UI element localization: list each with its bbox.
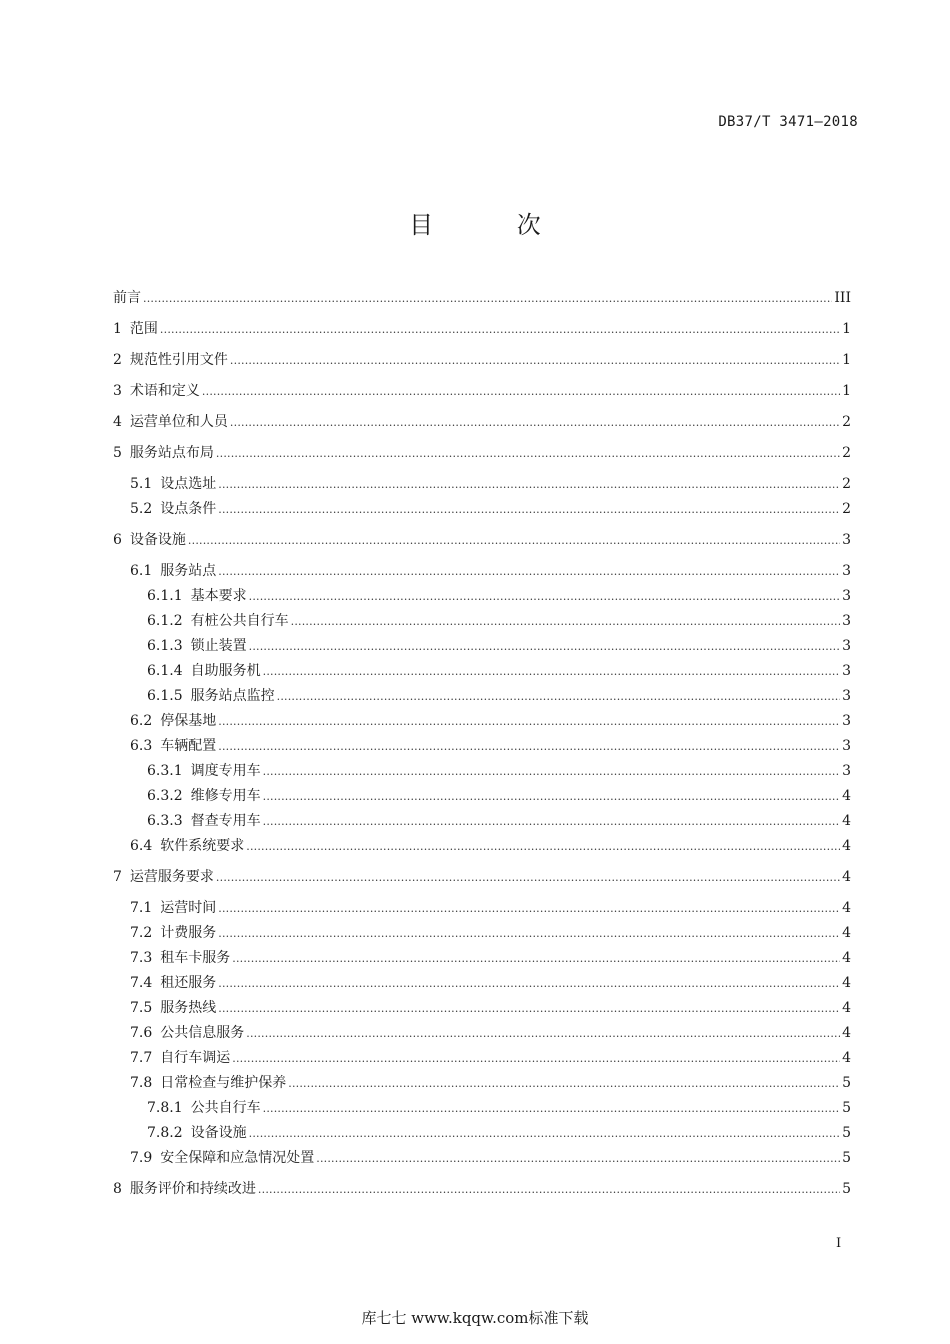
toc-leader-dots <box>246 1023 840 1044</box>
toc-entry[interactable] <box>147 586 851 606</box>
toc-leader-dots <box>218 736 840 757</box>
page-number: I <box>836 1236 842 1251</box>
toc-entry-number: 8 <box>113 1181 122 1197</box>
toc-entry-number: 7.3 <box>130 950 153 966</box>
toc-leader-dots <box>263 811 840 832</box>
toc-entry-number: 7.7 <box>130 1050 153 1066</box>
toc-entry-page: 3 <box>842 588 851 604</box>
toc-entry[interactable] <box>147 611 851 631</box>
toc-entry-page: 4 <box>842 1025 851 1041</box>
toc-entry-page: 2 <box>842 445 851 461</box>
toc-entry[interactable] <box>113 412 851 432</box>
toc-entry-page: 3 <box>842 532 851 548</box>
toc-entry-number: 5.2 <box>130 501 153 517</box>
toc-entry-page: 4 <box>842 838 851 854</box>
toc-entry[interactable] <box>113 350 851 370</box>
toc-entry[interactable] <box>113 288 851 308</box>
toc-entry-title: 设点条件 <box>160 501 217 517</box>
toc-entry[interactable] <box>147 761 851 781</box>
toc-entry-number: 7.8 <box>130 1075 153 1091</box>
toc-entry[interactable] <box>113 1179 851 1199</box>
toc-entry-page: 4 <box>842 900 851 916</box>
toc-entry[interactable] <box>130 1073 851 1093</box>
toc-entry-title: 术语和定义 <box>129 383 200 399</box>
toc-entry-title: 自行车调运 <box>160 1050 231 1066</box>
toc-entry-title: 计费服务 <box>160 925 217 941</box>
toc-entry-page: 4 <box>842 869 851 885</box>
toc-entry[interactable] <box>130 948 851 968</box>
toc-entry-page: 5 <box>842 1181 851 1197</box>
toc-entry[interactable] <box>113 381 851 401</box>
toc-entry[interactable] <box>147 786 851 806</box>
toc-entry-title: 前言 <box>113 290 141 306</box>
toc-leader-dots <box>230 412 840 433</box>
toc-leader-dots <box>249 636 840 657</box>
toc-leader-dots <box>218 561 840 582</box>
toc-entry-page: 4 <box>842 1000 851 1016</box>
toc-entry[interactable] <box>130 499 851 519</box>
toc-entry-page: 4 <box>842 1050 851 1066</box>
toc-entry-title: 设点选址 <box>160 476 217 492</box>
toc-leader-dots <box>288 1073 840 1094</box>
toc-leader-dots <box>263 761 840 782</box>
toc-entry-number: 5.1 <box>130 476 153 492</box>
toc-entry-number: 5 <box>113 445 122 461</box>
toc-entry-title: 自助服务机 <box>190 663 261 679</box>
toc-entry-number: 4 <box>113 414 122 430</box>
toc-entry-number: 2 <box>113 352 122 368</box>
toc-entry-number: 6.1.1 <box>147 588 183 604</box>
toc-entry-title: 租还服务 <box>160 975 217 991</box>
toc-entry-title: 公共自行车 <box>190 1100 261 1116</box>
toc-entry-title: 设备设施 <box>129 532 186 548</box>
toc-entry-title: 督查专用车 <box>190 813 261 829</box>
toc-leader-dots <box>232 1048 840 1069</box>
toc-leader-dots <box>218 711 840 732</box>
toc-entry-title: 服务站点 <box>160 563 217 579</box>
toc-entry-page: 5 <box>842 1150 851 1166</box>
toc-entry-title: 停保基地 <box>160 713 217 729</box>
toc-entry-title: 基本要求 <box>190 588 247 604</box>
toc-leader-dots <box>263 1098 840 1119</box>
toc-entry-page: 4 <box>842 950 851 966</box>
toc-leader-dots <box>291 611 840 632</box>
toc-entry-title: 服务热线 <box>160 1000 217 1016</box>
toc-entry[interactable] <box>130 736 851 756</box>
toc-entry[interactable] <box>130 1048 851 1068</box>
toc-entry[interactable] <box>130 998 851 1018</box>
toc-entry-title: 服务站点布局 <box>129 445 214 461</box>
toc-entry-number: 6.1 <box>130 563 153 579</box>
toc-entry[interactable] <box>113 530 851 550</box>
toc-entry[interactable] <box>147 1123 851 1143</box>
toc-entry-number: 6.1.3 <box>147 638 183 654</box>
toc-leader-dots <box>218 499 840 520</box>
toc-leader-dots <box>160 319 840 340</box>
toc-entry-page: 4 <box>842 788 851 804</box>
toc-entry[interactable] <box>147 1098 851 1118</box>
toc-entry[interactable] <box>130 836 851 856</box>
toc-leader-dots <box>218 973 840 994</box>
toc-entry-page: 5 <box>842 1100 851 1116</box>
toc-entry-page: 4 <box>842 925 851 941</box>
toc-entry[interactable] <box>113 867 851 887</box>
toc-entry-title: 运营单位和人员 <box>129 414 228 430</box>
toc-leader-dots <box>218 474 840 495</box>
toc-entry-title: 日常检查与维护保养 <box>160 1075 287 1091</box>
toc-leader-dots <box>202 381 840 402</box>
toc-leader-dots <box>249 586 840 607</box>
toc-entry-page: 3 <box>842 613 851 629</box>
toc-entry-number: 7 <box>113 869 122 885</box>
toc-entry-title: 车辆配置 <box>160 738 217 754</box>
toc-entry-page: 3 <box>842 638 851 654</box>
toc-entry-number: 1 <box>113 321 122 337</box>
toc-entry[interactable] <box>147 661 851 681</box>
toc-entry-title: 有桩公共自行车 <box>190 613 289 629</box>
toc-entry[interactable] <box>130 973 851 993</box>
toc-entry[interactable] <box>147 811 851 831</box>
toc-entry-page: 4 <box>842 975 851 991</box>
toc-entry[interactable] <box>130 1023 851 1043</box>
toc-entry-number: 7.2 <box>130 925 153 941</box>
toc-leader-dots <box>188 530 840 551</box>
toc-entry-page: 3 <box>842 663 851 679</box>
toc-entry-page: 5 <box>842 1075 851 1091</box>
toc-leader-dots <box>277 686 840 707</box>
toc-entry-title: 安全保障和应急情况处置 <box>160 1150 315 1166</box>
toc-entry-number: 7.9 <box>130 1150 153 1166</box>
toc-entry-page: 1 <box>842 321 851 337</box>
toc-entry-number: 7.1 <box>130 900 153 916</box>
toc-entry[interactable] <box>130 923 851 943</box>
toc-entry-number: 6 <box>113 532 122 548</box>
toc-entry-number: 6.3.3 <box>147 813 183 829</box>
toc-entry-number: 6.1.2 <box>147 613 183 629</box>
toc-entry-page: 2 <box>842 476 851 492</box>
toc-entry[interactable] <box>113 319 851 339</box>
toc-entry-page: 3 <box>842 763 851 779</box>
toc-entry-number: 7.8.2 <box>147 1125 183 1141</box>
toc-entry-page: 5 <box>842 1125 851 1141</box>
toc-leader-dots <box>263 786 840 807</box>
toc-leader-dots <box>216 443 840 464</box>
toc-entry-page: 1 <box>842 383 851 399</box>
toc-entry-title: 服务站点监控 <box>190 688 275 704</box>
toc-leader-dots <box>316 1148 840 1169</box>
toc-entry-title: 服务评价和持续改进 <box>129 1181 256 1197</box>
toc-leader-dots <box>232 948 840 969</box>
toc-entry-number: 6.2 <box>130 713 153 729</box>
toc-entry-title: 维修专用车 <box>190 788 261 804</box>
toc-entry-number: 6.1.4 <box>147 663 183 679</box>
toc-entry-page: 3 <box>842 738 851 754</box>
toc-entry[interactable] <box>130 561 851 581</box>
toc-entry-title: 调度专用车 <box>190 763 261 779</box>
toc-entry[interactable] <box>130 1148 851 1168</box>
toc-entry[interactable] <box>130 711 851 731</box>
toc-entry-title: 运营服务要求 <box>129 869 214 885</box>
toc-leader-dots <box>246 836 840 857</box>
toc-leader-dots <box>230 350 840 371</box>
toc-leader-dots <box>249 1123 840 1144</box>
toc-entry-number: 7.8.1 <box>147 1100 183 1116</box>
toc-entry-title: 运营时间 <box>160 900 217 916</box>
toc-leader-dots <box>263 661 840 682</box>
toc-leader-dots <box>216 867 840 888</box>
toc-entry-page: III <box>834 290 851 306</box>
toc-entry-title: 租车卡服务 <box>160 950 231 966</box>
toc-entry-number: 7.5 <box>130 1000 153 1016</box>
toc-entry-page: 2 <box>842 501 851 517</box>
toc-entry-title: 设备设施 <box>190 1125 247 1141</box>
toc-entry-title: 公共信息服务 <box>160 1025 245 1041</box>
footer-watermark: 库七七 www.kqqw.com标准下载 <box>361 1309 589 1327</box>
toc-entry-title: 软件系统要求 <box>160 838 245 854</box>
toc-entry-page: 3 <box>842 563 851 579</box>
toc-entry-title: 锁止装置 <box>190 638 247 654</box>
toc-entry-number: 7.4 <box>130 975 153 991</box>
toc-leader-dots <box>258 1179 840 1200</box>
toc-entry-page: 1 <box>842 352 851 368</box>
page-title: 目 次 <box>409 211 579 239</box>
toc-leader-dots <box>218 898 840 919</box>
toc-entry-page: 2 <box>842 414 851 430</box>
toc-entry-number: 7.6 <box>130 1025 153 1041</box>
toc-entry[interactable] <box>147 686 851 706</box>
toc-leader-dots <box>218 923 840 944</box>
toc-entry-number: 6.3.2 <box>147 788 183 804</box>
toc-entry-page: 3 <box>842 713 851 729</box>
doc-code: DB37/T 3471—2018 <box>718 114 858 130</box>
toc-entry-number: 6.3 <box>130 738 153 754</box>
toc-entry-number: 6.3.1 <box>147 763 183 779</box>
toc-entry-page: 3 <box>842 688 851 704</box>
toc-leader-dots <box>218 998 840 1019</box>
toc-entry-number: 6.1.5 <box>147 688 183 704</box>
toc-entry-number: 6.4 <box>130 838 153 854</box>
toc-entry-title: 规范性引用文件 <box>129 352 228 368</box>
toc-entry[interactable] <box>113 443 851 463</box>
toc-entry-title: 范围 <box>129 321 158 337</box>
toc-entry[interactable] <box>147 636 851 656</box>
toc-entry-number: 3 <box>113 383 122 399</box>
toc-entry[interactable] <box>130 474 851 494</box>
toc-entry-page: 4 <box>842 813 851 829</box>
toc-entry[interactable] <box>130 898 851 918</box>
toc-leader-dots <box>143 288 832 309</box>
